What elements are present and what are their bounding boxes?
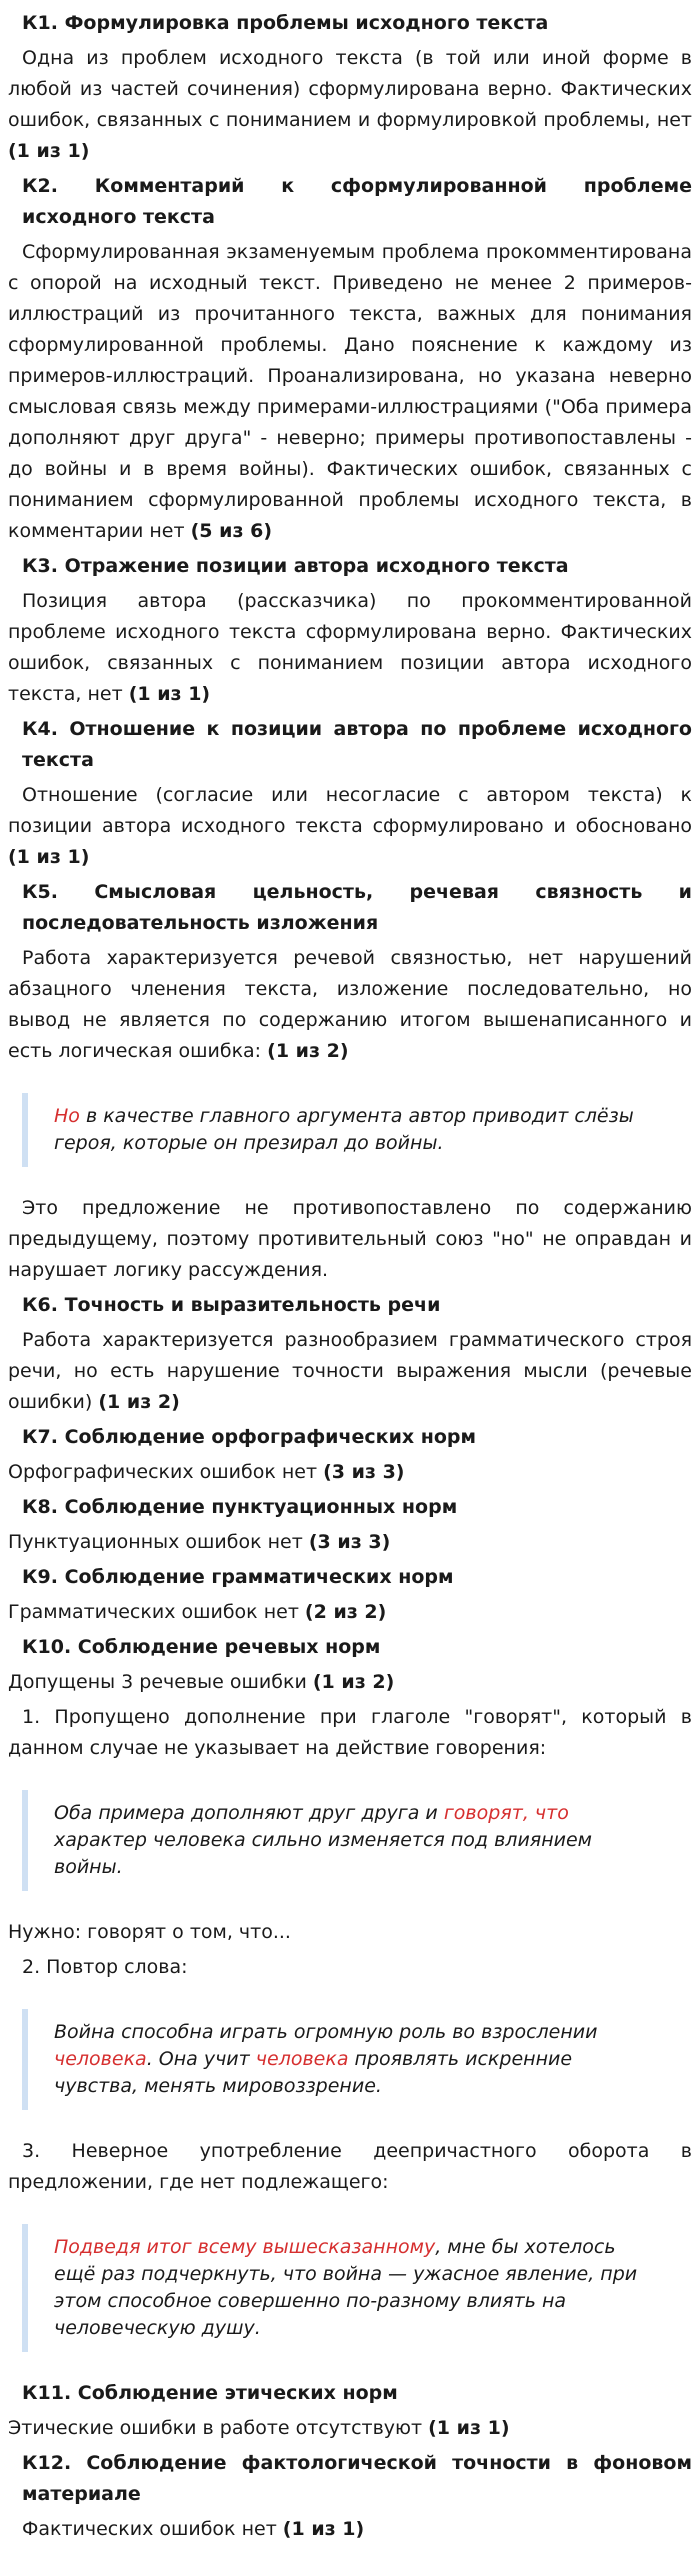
comment-text: Сформулированная экзаменуемым проблема прокомментирована с опорой на исходный текст. Приведено не менее 2 примеров-иллюстраций из прочитанного текста, важных для понимания сформулированной проблемы. Дано пояснение к каждому из примеров-иллюстраций. Проанализирована, но указана неверно смысловая связь между примерами-иллюстрациями ("Оба примера дополняют друг друга" - неверно; примеры противопоставлены - до войны и в время войны). Фактических ошибок, связанных с пониманием сформулированной проблемы исходного текста, в комментарии нет	[8, 241, 692, 542]
criterion-comment	[8, 2413, 692, 2444]
criterion-title: К12. Соблюдение фактологической точности в фоновом материале	[22, 2452, 692, 2505]
comment-text: Фактических ошибок нет	[22, 2518, 283, 2540]
error-quote-1	[22, 1790, 692, 1891]
criterion-title: К4. Отношение к позиции автора по проблеме исходного текста	[22, 718, 692, 771]
criterion-k4	[8, 714, 692, 873]
score: (1 из 2)	[312, 1671, 395, 1693]
score: (1 из 1)	[128, 683, 211, 705]
score: (3 из 3)	[323, 1461, 405, 1483]
comment-text: Допущены 3 речевые ошибки	[8, 1671, 313, 1693]
score: (2 из 2)	[304, 1601, 387, 1623]
criterion-title: К9. Соблюдение грамматических норм	[22, 1566, 454, 1588]
error-item-2: 2. Повтор слова:	[22, 1956, 188, 1978]
criterion-comment	[8, 237, 692, 547]
criterion-comment	[8, 2514, 692, 2545]
criterion-comment	[8, 1325, 692, 1418]
error-highlight: человека	[54, 2048, 147, 2070]
score: (1 из 1)	[282, 2518, 365, 2540]
criterion-k2	[8, 171, 692, 547]
criterion-title: К7. Соблюдение орфографических норм	[22, 1426, 477, 1448]
quote-text: . Она учит	[146, 2048, 256, 2070]
error-item-3: 3. Неверное употребление деепричастного оборота в предложении, где нет подлежащего:	[8, 2140, 692, 2193]
comment-text: Отношение (согласие или несогласие с автором текста) к позиции автора исходного текста сформулировано и обосновано	[8, 784, 692, 837]
score: (3 из 3)	[308, 1531, 391, 1553]
error-quote-2	[22, 2009, 692, 2110]
criterion-comment	[8, 943, 692, 1067]
criterion-k8	[8, 1492, 692, 1558]
quote-text: Война способна играть огромную роль во взрослении	[54, 2021, 598, 2043]
error-highlight: говорят, что	[443, 1802, 569, 1824]
score: (1 из 1)	[428, 2417, 510, 2439]
error-item-1: 1. Пропущено дополнение при глаголе "говорят", который в данном случае не указывает на действие говорения:	[8, 1706, 692, 1759]
criterion-comment	[8, 1667, 692, 1698]
quote-text: Оба примера дополняют друг друга и	[54, 1802, 444, 1824]
criterion-k6	[8, 1290, 692, 1418]
criterion-k5	[8, 877, 692, 1286]
comment-text: Этические ошибки в работе отсутствуют	[8, 2417, 429, 2439]
error-highlight: Но	[54, 1105, 80, 1127]
error-highlight: человека	[255, 2048, 349, 2070]
error-highlight: Подведя итог всему вышесказанному	[54, 2236, 436, 2258]
error-quote-3	[22, 2224, 692, 2352]
score: (1 из 2)	[267, 1040, 349, 1062]
quote-text: проявлять искренние чувства, менять мировоззрение.	[54, 2048, 573, 2097]
correction-text: Нужно: говорят о том, что...	[8, 1921, 291, 1943]
criterion-title: К11. Соблюдение этических норм	[22, 2382, 398, 2404]
criterion-title: К6. Точность и выразительность речи	[22, 1294, 441, 1316]
comment-text: Позиция автора (рассказчика) по прокомментированной проблеме исходного текста сформулирована верно. Фактических ошибок, связанных с пониманием позиции автора исходного текста, нет	[8, 590, 692, 705]
criterion-k1	[8, 8, 692, 167]
criterion-comment	[8, 586, 692, 710]
error-quote	[22, 1093, 692, 1167]
criterion-comment	[8, 1597, 692, 1628]
criterion-title: К3. Отражение позиции автора исходного текста	[22, 555, 569, 577]
score: (5 из 6)	[190, 520, 272, 542]
criterion-comment	[8, 1527, 692, 1558]
criterion-title: К2. Комментарий к сформулированной проблеме исходного текста	[22, 175, 692, 228]
score: (1 из 1)	[8, 140, 90, 162]
quote-text: характер человека сильно изменяется под влиянием войны.	[54, 1829, 593, 1878]
quote-text: , мне бы хотелось ещё раз подчеркнуть, что война — ужасное явление, при этом способное совершенно по-разному влиять на человеческую душу.	[54, 2236, 638, 2339]
quote-text: в качестве главного аргумента автор приводит слёзы героя, которые он презирал до войны.	[54, 1105, 634, 1154]
criterion-comment	[8, 780, 692, 873]
score: (1 из 1)	[8, 846, 90, 868]
comment-text: Грамматических ошибок нет	[8, 1601, 305, 1623]
criterion-title: К8. Соблюдение пунктуационных норм	[22, 1496, 458, 1518]
explanation-text: Это предложение не противопоставлено по содержанию предыдущему, поэтому противительный союз "но" не оправдан и нарушает логику рассуждения.	[8, 1197, 692, 1281]
criterion-k9	[8, 1562, 692, 1628]
comment-text: Орфографических ошибок нет	[8, 1461, 324, 1483]
criterion-k7	[8, 1422, 692, 1488]
criterion-comment	[8, 1457, 692, 1488]
criterion-title: К5. Смысловая цельность, речевая связность и последовательность изложения	[22, 881, 692, 934]
comment-text: Работа характеризуется речевой связностью, нет нарушений абзацного членения текста, изложение последовательно, но вывод не является по содержанию итогом вышенаписанного и есть логическая ошибка:	[8, 947, 692, 1062]
criterion-k3	[8, 551, 692, 710]
comment-text: Пунктуационных ошибок нет	[8, 1531, 309, 1553]
criterion-k11	[8, 2378, 692, 2444]
criterion-title: К1. Формулировка проблемы исходного текста	[22, 12, 549, 34]
criterion-title: К10. Соблюдение речевых норм	[22, 1636, 381, 1658]
comment-text: Работа характеризуется разнообразием грамматического строя речи, но есть нарушение точности выражения мысли (речевые ошибки)	[8, 1329, 692, 1413]
comment-text: Одна из проблем исходного текста (в той или иной форме в любой из частей сочинения) сформулирована верно. Фактических ошибок, связанных с пониманием и формулировкой проблемы, нет	[8, 47, 692, 131]
score: (1 из 2)	[98, 1391, 180, 1413]
criterion-k12	[8, 2448, 692, 2545]
criterion-k10	[8, 1632, 692, 2352]
criterion-comment	[8, 43, 692, 167]
